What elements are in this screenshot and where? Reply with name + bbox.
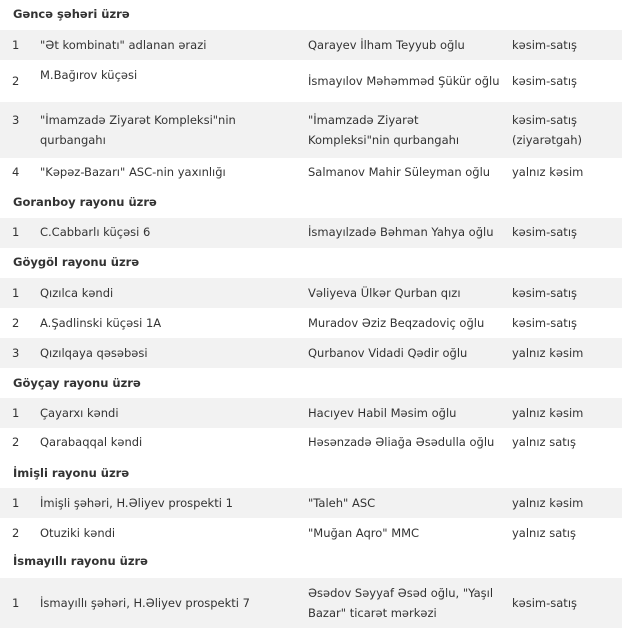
row-owner: Əsədov Səyyaf Əsəd oğlu, "Yaşıl Bazar" ticarət mərkəzi [308,586,494,620]
table-row [0,60,622,102]
row-owner: Muradov Əziz Beqzadoviç oğlu [308,316,485,330]
table-row [0,488,622,518]
row-type: yalnız satış [512,526,576,540]
section-header [0,548,622,578]
section-header [0,458,622,488]
table-row [0,518,622,548]
row-owner: Hacıyev Habil Məsim oğlu [308,406,457,420]
row-type: yalnız kəsim [512,346,584,360]
row-address: Qızılca kəndi [40,286,114,300]
section-title: Goranboy rayonu üzrə [13,195,157,209]
row-address: Qarabaqqal kəndi [40,435,143,449]
row-address: Çayarxı kəndi [40,406,119,420]
row-number: 1 [12,406,20,420]
row-owner: "Muğan Aqro" MMC [308,526,420,540]
row-address: M.Bağırov küçəsi [40,68,138,82]
table-row [0,338,622,368]
row-number: 2 [12,316,20,330]
section-title: Göyçay rayonu üzrə [13,376,141,390]
table-row [0,398,622,428]
row-owner: İsmayılzadə Bəhman Yahya oğlu [308,225,494,239]
row-owner: Qarayev İlham Teyyub oğlu [308,38,465,52]
row-type: yalnız kəsim [512,165,584,179]
table-row [0,102,622,158]
table-row [0,158,622,188]
row-type: kəsim-satış [512,225,578,239]
row-number: 1 [12,496,20,510]
row-number: 1 [12,596,20,610]
row-number: 1 [12,38,20,52]
row-owner: Qurbanov Vidadi Qədir oğlu [308,346,468,360]
section-header [0,368,622,398]
row-type: kəsim-satış [512,38,578,52]
row-owner: Vəliyeva Ülkər Qurban qızı [308,286,461,300]
row-type: kəsim-satış [512,286,578,300]
section-title: İmişli rayonu üzrə [13,466,130,480]
row-number: 4 [12,165,20,179]
row-address: Qızılqaya qəsəbəsi [40,346,148,360]
table-row [0,278,622,308]
row-address: Otuziki kəndi [40,526,116,540]
row-address: "Kəpəz-Bazarı" ASC-nin yaxınlığı [40,165,226,179]
row-type: kəsim-satış [512,596,578,610]
section-title: İsmayıllı rayonu üzrə [13,554,148,568]
row-address: A.Şadlinski küçəsi 1A [40,316,162,330]
row-address: İmişli şəhəri, H.Əliyev prospekti 1 [40,496,233,510]
section-title: Gəncə şəhəri üzrə [13,7,130,21]
section-header [0,248,622,278]
row-owner: İsmayılov Məhəmməd Şükür oğlu [308,74,500,88]
row-type: yalnız kəsim [512,496,584,510]
row-number: 1 [12,225,20,239]
row-type: yalnız kəsim [512,406,584,420]
row-number: 3 [12,113,20,127]
table-row [0,308,622,338]
section-header [0,188,622,218]
row-number: 2 [12,435,20,449]
row-address: İsmayıllı şəhəri, H.Əliyev prospekti 7 [40,596,250,610]
row-type: kəsim-satış [512,74,578,88]
row-owner: Salmanov Mahir Süleyman oğlu [308,165,491,179]
row-address: C.Cabbarlı küçəsi 6 [40,225,151,239]
section-title: Göygöl rayonu üzrə [13,255,140,269]
section-header [0,0,622,30]
row-number: 2 [12,526,20,540]
table-row [0,578,622,628]
row-number: 2 [12,74,20,88]
row-number: 1 [12,286,20,300]
row-owner: "Taleh" ASC [308,496,376,510]
row-type: yalnız satış [512,435,576,449]
table-row [0,428,622,458]
row-number: 3 [12,346,20,360]
row-address: "Ət kombinatı" adlanan ərazi [40,38,207,52]
table-row [0,30,622,60]
row-type: kəsim-satış (ziyarətgah) [512,113,583,147]
row-address: "İmamzadə Ziyarət Kompleksi"nin qurbangahı [40,113,236,147]
row-type: kəsim-satış [512,316,578,330]
row-owner: "İmamzadə Ziyarət Kompleksi"nin qurbangahı [308,113,460,147]
table-row [0,218,622,248]
row-owner: Həsənzadə Əliağa Əsədulla oğlu [308,435,495,449]
